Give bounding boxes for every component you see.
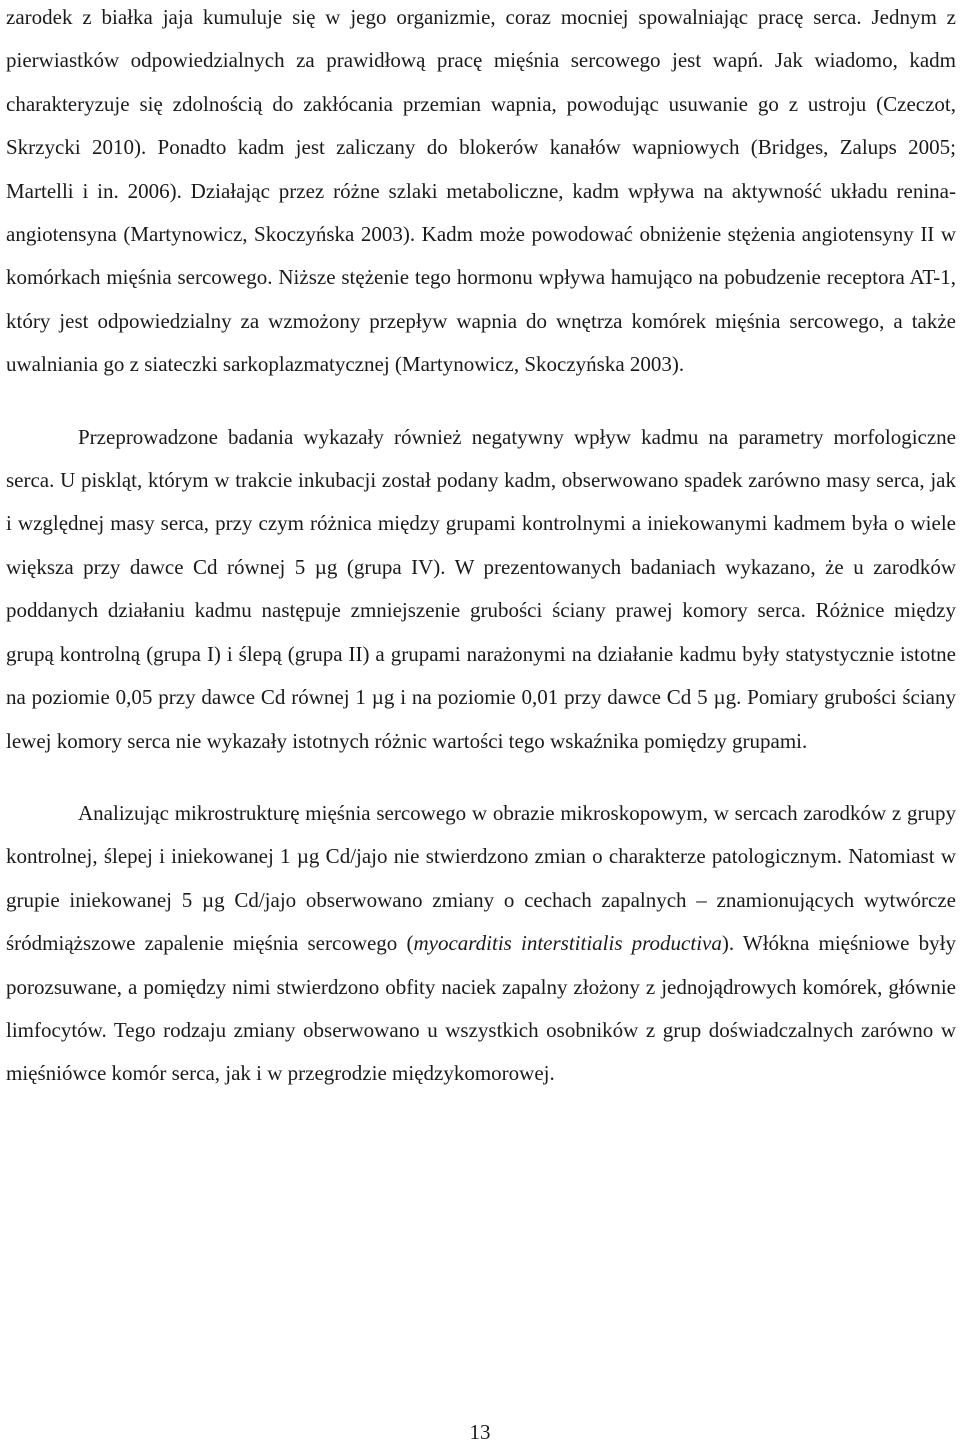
paragraph-2-text: Przeprowadzone badania wykazały również negatywny wpływ kadmu na parametry morfologiczne serca. U piskląt, którym w trakcie inkubacji został podany kadm, obserwowano spadek zarówno masy serca, jak i względnej masy serca, przy czym różnica między grupami kontrolnymi a iniekowanymi kadmem była o wiele większa przy dawce Cd równej 5 µg (grupa IV). W prezentowanych badaniach wykazano, że u zarodków poddanych działaniu kadmu następuje zmniejszenie grubości ściany prawej komory serca. Różnice między grupą kontrolną (grupa I) i ślepą (grupa II) a grupami narażonymi na działanie kadmu były statystycznie istotne na poziomie 0,05 przy dawce Cd równej 1 µg i na poziomie 0,01 przy dawce Cd 5 µg. Pomiary grubości ściany lewej komory serca nie wykazały istotnych różnic wartości tego wskaźnika pomiędzy grupami. <box>6 424 956 753</box>
document-page <box>6 0 956 1096</box>
paragraph-heart-morphology <box>6 416 956 763</box>
page-number: 13 <box>469 1420 491 1444</box>
paragraph-cadmium-calcium <box>6 0 956 387</box>
paragraph-microstructure <box>6 792 956 1096</box>
paragraph-1-text: zarodek z białka jaja kumuluje się w jego organizmie, coraz mocniej spowalniając pracę serca. Jednym z pierwiastków odpowiedzialnych za prawidłową pracę mięśnia sercowego jest wapń. Jak wiadomo, kadm charakteryzuje się zdolnością do zakłócania przemian wapnia, powodując usuwanie go z ustroju (Czeczot, Skrzycki 2010). Ponadto kadm jest zaliczany do blokerów kanałów wapniowych (Bridges, Zalups 2005; Martelli i in. 2006). Działając przez różne szlaki metaboliczne, kadm wpływa na aktywność układu renina-angiotensyna (Martynowicz, Skoczyńska 2003). Kadm może powodować obniżenie stężenia angiotensyny II w komórkach mięśnia sercowego. Niższe stężenie tego hormonu wpływa hamująco na pobudzenie receptora AT-1, który jest odpowiedzialny za wzmożony przepływ wapnia do wnętrza komórek mięśnia sercowego, a także uwalniania go z siateczki sarkoplazmatycznej (Martynowicz, Skoczyńska 2003). <box>6 5 956 377</box>
latin-term: myocarditis interstitialis productiva <box>413 931 722 956</box>
paragraph-3-text-start: Analizując mikrostrukturę mięśnia sercowego w obrazie mikroskopowym, w sercach zarodków z grupy kontrolnej, ślepej i iniekowanej 1 µg Cd/jajo nie stwierdzono zmian o charakterze patologicznym. Natomiast w grupie iniekowanej 5 µg Cd/jajo obserwowano zmiany o cechach zapalnych – znamionujących wytwórcze śródmiąższowe zapalenie mięśnia sercowego ( <box>6 800 956 956</box>
paragraph-3-text-end: ). Włókna mięśniowe były porozsuwane, a pomiędzy nimi stwierdzono obfity naciek zapalny złożony z jednojądrowych komórek, głównie limfocytów. Tego rodzaju zmiany obserwowano u wszystkich osobników z grup doświadczalnych zarówno w mięśniówce komór serca, jak i w przegrodzie międzykomorowej. <box>6 931 956 1086</box>
